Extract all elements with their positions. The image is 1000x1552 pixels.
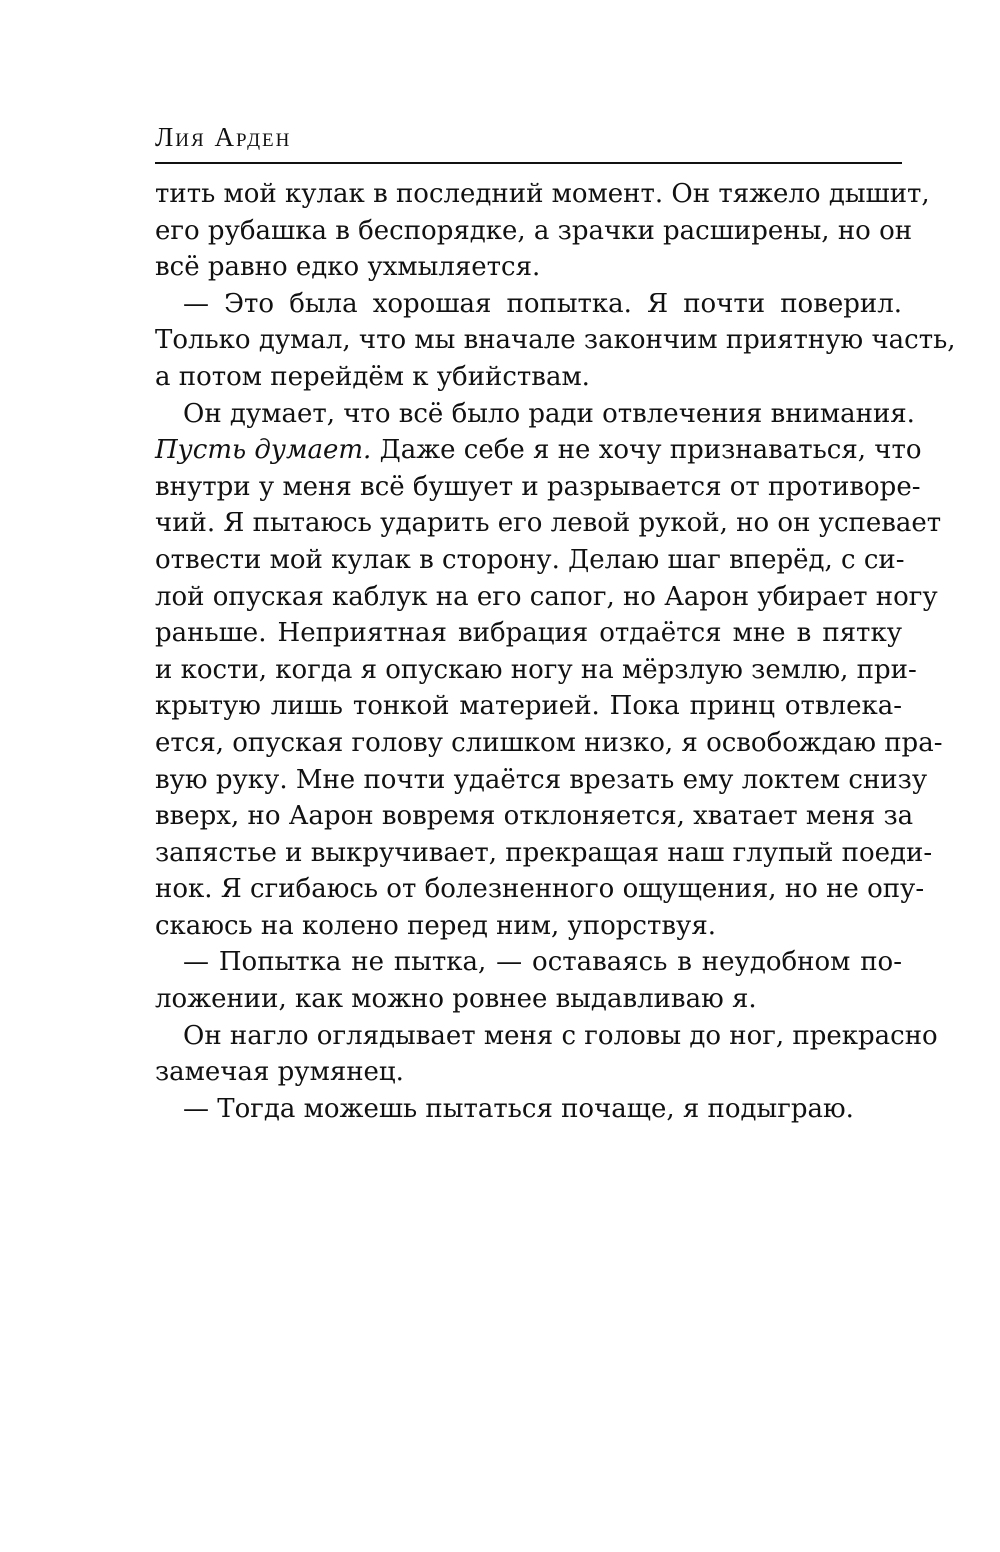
text-line: — Тогда можешь пытаться почаще, я подыграю. (183, 1093, 854, 1124)
running-head-author: Лия Арден (155, 122, 292, 152)
text-line: нок. Я сгибаюсь от болезненного ощущения, но не опу- (155, 874, 925, 905)
text-line: замечая румянец. (155, 1057, 404, 1088)
italic-phrase: Пусть думает. (155, 435, 372, 466)
text-line: его рубашка в беспорядке, а зрачки расширены, но он (155, 215, 913, 246)
text-line: тить мой кулак в последний момент. Он тяжело дышит, (155, 179, 930, 209)
text-line: отвести мой кулак в сторону. Делаю шаг вперёд, с си- (155, 544, 905, 575)
text-line: лой опуская каблук на его сапог, но Аарон убирает ногу (155, 581, 938, 612)
text-line-rest: Даже себе я не хочу признаваться, что (371, 435, 922, 466)
text-line: — Попытка не пытка, — оставаясь в неудобном по- (183, 947, 902, 978)
text-line: раньше. Неприятная вибрация отдаётся мне в пятку (155, 618, 902, 649)
header-rule (155, 162, 902, 164)
text-line (155, 432, 922, 469)
text-line: а потом перейдём к убийствам. (155, 361, 590, 392)
text-line: всё равно едко ухмыляется. (155, 252, 541, 283)
text-line: Только думал, что мы вначале закончим приятную часть, (155, 325, 956, 356)
text-line: скаюсь на колено перед ним, упорствуя. (155, 910, 716, 941)
text-line: и кости, когда я опускаю ногу на мёрзлую землю, при- (155, 654, 917, 685)
text-line: внутри у меня всё бушует и разрывается от противоре- (155, 471, 921, 502)
text-line: чий. Я пытаюсь ударить его левой рукой, но он успевает (155, 508, 942, 539)
text-line: — Это была хорошая попытка. Я почти поверил. (183, 288, 902, 319)
text-line: запястье и выкручивает, прекращая наш глупый поеди- (155, 837, 933, 868)
page-body (155, 176, 956, 1127)
text-line: Он нагло оглядывает меня с головы до ног, прекрасно (183, 1020, 938, 1051)
text-line: крытую лишь тонкой материей. Пока принц отвлека- (155, 691, 902, 722)
text-line: вую руку. Мне почти удаётся врезать ему локтем снизу (155, 764, 928, 795)
text-line: ложении, как можно ровнее выдавливаю я. (155, 984, 757, 1015)
text-line: Он думает, что всё было ради отвлечения внимания. (183, 398, 915, 429)
text-line: вверх, но Аарон вовремя отклоняется, хватает меня за (155, 801, 914, 832)
text-line: ется, опуская голову слишком низко, я освобождаю пра- (155, 727, 943, 758)
